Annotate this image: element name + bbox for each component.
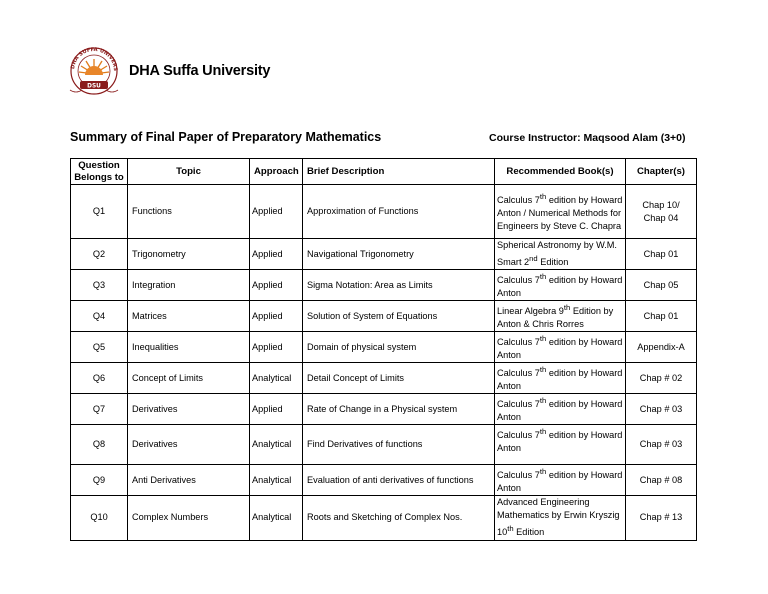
table-row — [71, 363, 697, 394]
university-name: DHA Suffa University — [129, 63, 271, 79]
cell-chapter: Appendix-A — [626, 332, 697, 363]
cell-chapter: Chap 05 — [626, 270, 697, 301]
table-header-row — [71, 159, 697, 185]
cell-question: Q9 — [71, 465, 128, 496]
cell-topic: Derivatives — [128, 394, 250, 425]
cell-book: Calculus 7th edition by Howard Anton — [495, 332, 626, 363]
cell-approach: Analytical — [250, 496, 303, 540]
cell-book: Calculus 7th edition by Howard Anton — [495, 425, 626, 465]
summary-table — [70, 158, 697, 541]
cell-question: Q7 — [71, 394, 128, 425]
cell-topic: Concept of Limits — [128, 363, 250, 394]
cell-description: Domain of physical system — [303, 332, 495, 363]
cell-question: Q4 — [71, 301, 128, 332]
cell-description: Roots and Sketching of Complex Nos. — [303, 496, 495, 540]
cell-question: Q5 — [71, 332, 128, 363]
header-chapters: Chapter(s) — [626, 159, 697, 185]
cell-question: Q3 — [71, 270, 128, 301]
header-description: Brief Description — [303, 159, 495, 185]
header-approach: Approach — [250, 159, 303, 185]
cell-description: Solution of System of Equations — [303, 301, 495, 332]
cell-chapter: Chap # 13 — [626, 496, 697, 540]
cell-description: Detail Concept of Limits — [303, 363, 495, 394]
university-logo — [66, 46, 122, 96]
cell-book: Advanced Engineering Mathematics by Erwin Kryszig 10th Edition — [495, 496, 626, 540]
cell-book: Calculus 7th edition by Howard Anton — [495, 394, 626, 425]
table-row — [71, 425, 697, 465]
table-row — [71, 496, 697, 540]
cell-topic: Matrices — [128, 301, 250, 332]
cell-book: Calculus 7th edition by Howard Anton — [495, 465, 626, 496]
table-row — [71, 185, 697, 239]
header-question: Question Belongs to — [71, 159, 128, 185]
logo-badge-text: DSU — [87, 83, 101, 90]
cell-approach: Analytical — [250, 363, 303, 394]
header-topic: Topic — [128, 159, 250, 185]
table-row — [71, 270, 697, 301]
cell-topic: Complex Numbers — [128, 496, 250, 540]
cell-chapter: Chap 01 — [626, 239, 697, 270]
table-row — [71, 301, 697, 332]
cell-topic: Integration — [128, 270, 250, 301]
cell-description: Rate of Change in a Physical system — [303, 394, 495, 425]
cell-topic: Trigonometry — [128, 239, 250, 270]
cell-approach: Analytical — [250, 425, 303, 465]
cell-book: Calculus 7th edition by Howard Anton — [495, 270, 626, 301]
document-title: Summary of Final Paper of Preparatory Mathematics — [70, 130, 382, 144]
cell-chapter: Chap # 03 — [626, 425, 697, 465]
cell-topic: Functions — [128, 185, 250, 239]
cell-topic: Inequalities — [128, 332, 250, 363]
cell-description: Approximation of Functions — [303, 185, 495, 239]
cell-chapter: Chap # 02 — [626, 363, 697, 394]
logo-ring-text: DHA SUFFA UNIVERS — [70, 46, 119, 72]
course-instructor: Course Instructor: Maqsood Alam (3+0) — [489, 132, 686, 144]
cell-topic: Derivatives — [128, 425, 250, 465]
cell-chapter: Chap 01 — [626, 301, 697, 332]
cell-book: Linear Algebra 9th Edition by Anton & Chris Rorres — [495, 301, 626, 332]
cell-chapter: Chap # 08 — [626, 465, 697, 496]
cell-chapter: Chap # 03 — [626, 394, 697, 425]
page-header — [66, 46, 270, 96]
cell-approach: Analytical — [250, 465, 303, 496]
cell-approach: Applied — [250, 301, 303, 332]
cell-question: Q10 — [71, 496, 128, 540]
cell-chapter: Chap 10/ Chap 04 — [626, 185, 697, 239]
cell-book: Calculus 7th edition by Howard Anton — [495, 363, 626, 394]
table-row — [71, 239, 697, 270]
cell-question: Q8 — [71, 425, 128, 465]
table-row — [71, 394, 697, 425]
cell-book: Spherical Astronomy by W.M. Smart 2nd Edition — [495, 239, 626, 270]
cell-approach: Applied — [250, 239, 303, 270]
table-row — [71, 465, 697, 496]
cell-question: Q6 — [71, 363, 128, 394]
cell-question: Q1 — [71, 185, 128, 239]
cell-approach: Applied — [250, 394, 303, 425]
cell-description: Evaluation of anti derivatives of functions — [303, 465, 495, 496]
cell-approach: Applied — [250, 332, 303, 363]
cell-description: Navigational Trigonometry — [303, 239, 495, 270]
header-books: Recommended Book(s) — [495, 159, 626, 185]
cell-question: Q2 — [71, 239, 128, 270]
cell-description: Sigma Notation: Area as Limits — [303, 270, 495, 301]
cell-book: Calculus 7th edition by Howard Anton / Numerical Methods for Engineers by Steve C. Chapra — [495, 185, 626, 239]
cell-topic: Anti Derivatives — [128, 465, 250, 496]
cell-approach: Applied — [250, 270, 303, 301]
table-row — [71, 332, 697, 363]
cell-description: Find Derivatives of functions — [303, 425, 495, 465]
cell-approach: Applied — [250, 185, 303, 239]
